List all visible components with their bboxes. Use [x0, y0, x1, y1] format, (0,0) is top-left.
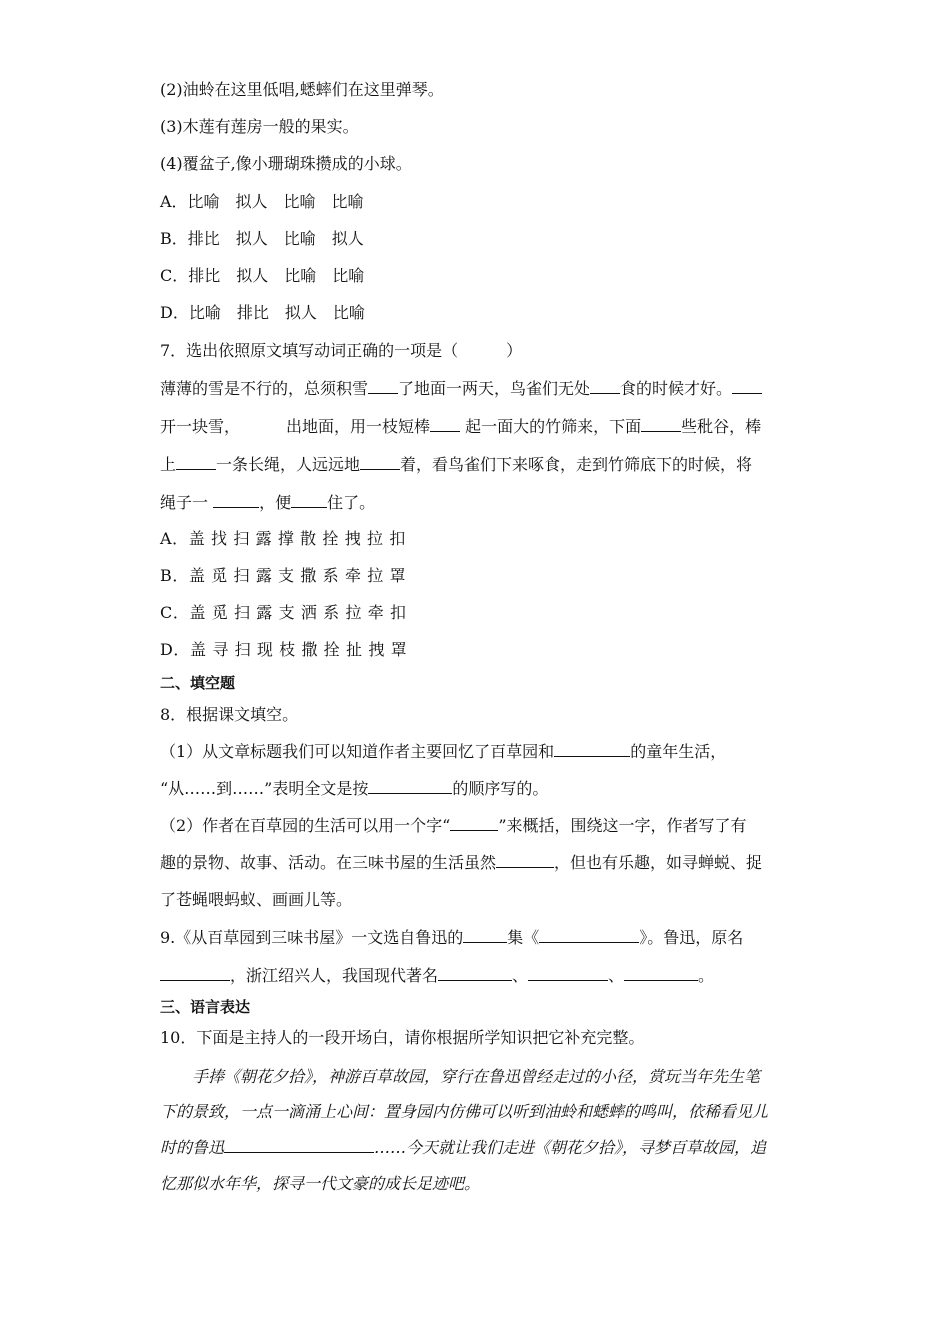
text-segment: 。 — [698, 966, 715, 985]
text-segment: （2）作者在百草园的生活可以用一个字“ — [160, 816, 451, 835]
text-segment: 、 — [512, 966, 529, 985]
text-segment: 集《 — [507, 928, 540, 947]
q6-option-b: B．排比 拟人 比喻 拟人 — [160, 229, 364, 248]
blank-line — [368, 378, 398, 394]
q7-passage-line-3 — [160, 454, 752, 476]
q10-passage-line-2: 下的景致，一点一滴涌上心间：置身园内仿佛可以听到油蛉和蟋蟀的鸣叫，依稀看见儿 — [160, 1102, 769, 1121]
text-segment: 的童年生活， — [630, 742, 727, 761]
section-heading-language: 三、语言表达 — [160, 998, 251, 1016]
q6-item-2: (2)油蛉在这里低唱,蟋蟀们在这里弹琴。 — [160, 80, 444, 99]
blank-line — [539, 927, 639, 943]
q7-passage-line-1 — [160, 378, 762, 400]
text-segment: “从……到……”表明全文是按 — [160, 779, 369, 798]
q7-option-a: A．盖 找 扫 露 撑 散 拴 拽 拉 扣 — [160, 529, 406, 548]
blank-line — [176, 454, 216, 470]
q7-passage-line-2 — [160, 416, 761, 438]
text-segment: 着，看鸟雀们下来啄食，走到竹筛底下的时候，将 — [400, 455, 753, 474]
q8-line-5: 了苍蝇喂蚂蚁、画画儿等。 — [160, 890, 353, 909]
blank-line — [368, 778, 452, 794]
blank-line — [450, 815, 498, 831]
blank-line — [732, 378, 762, 394]
blank-line — [590, 378, 620, 394]
text-segment: 些秕谷，棒 — [681, 417, 762, 436]
text-segment: 起一面大的竹筛来，下面 — [460, 417, 642, 436]
blank-line — [554, 741, 630, 757]
blank-line — [496, 852, 554, 868]
blank-line — [360, 454, 400, 470]
text-segment: 薄薄的雪是不行的，总须积雪 — [160, 379, 369, 398]
q10-passage-line-4: 忆那似水年华，探寻一代文豪的成长足迹吧。 — [160, 1174, 481, 1193]
text-segment: ……今天就让我们走进《朝花夕拾》，寻梦百草故园，追 — [374, 1138, 767, 1157]
text-segment: 上 — [160, 455, 177, 474]
q10-passage-line-1: 手捧《朝花夕拾》，神游百草故园，穿行在鲁迅曾经走过的小径，赏玩当年先生笔 — [192, 1067, 761, 1086]
q8-line-4 — [160, 852, 762, 874]
q6-item-4: (4)覆盆子,像小珊瑚珠攒成的小球。 — [160, 154, 412, 173]
q8-line-3 — [160, 815, 747, 837]
blank-line — [528, 965, 608, 981]
text-segment: 开一块雪， — [160, 417, 241, 436]
text-segment: （1）从文章标题我们可以知道作者主要回忆了百草园和 — [160, 742, 555, 761]
text-segment: 住了。 — [327, 493, 376, 512]
text-segment: 时的鲁迅 — [160, 1138, 225, 1157]
text-segment: ，但也有乐趣，如寻蝉蜕、捉 — [554, 853, 763, 872]
blank-line — [291, 492, 327, 508]
text-segment: 的顺序写的。 — [452, 779, 549, 798]
text-segment: 出地面，用一枝短棒 — [286, 417, 431, 436]
q7-option-c: C．盖 觅 扫 露 支 洒 系 拉 牵 扣 — [160, 603, 407, 622]
blank-line — [438, 965, 512, 981]
q8-stem: 8．根据课文填空。 — [160, 705, 299, 724]
blank-line — [463, 927, 507, 943]
text-segment: 趣的景物、故事、活动。在三味书屋的生活虽然 — [160, 853, 497, 872]
text-segment: 绳子一 — [160, 493, 214, 512]
q6-item-3: (3)木莲有莲房一般的果实。 — [160, 117, 359, 136]
q7-passage-line-4 — [160, 492, 375, 514]
blank-line — [641, 416, 681, 432]
text-segment: ，便 — [259, 493, 292, 512]
text-segment: 9.《从百草园到三味书屋》一文选自鲁迅的 — [160, 928, 464, 947]
text-segment: 》。鲁迅，原名 — [639, 928, 744, 947]
q6-option-d: D．比喻 排比 拟人 比喻 — [160, 303, 365, 322]
q8-line-2 — [160, 778, 548, 800]
text-segment: 了地面一两天，鸟雀们无处 — [398, 379, 591, 398]
q8-line-1 — [160, 741, 726, 763]
blank-line — [224, 1137, 374, 1153]
text-segment: ，浙江绍兴人，我国现代著名 — [230, 966, 439, 985]
blank-line — [160, 965, 230, 981]
text-segment: ”来概括，围绕这一字，作者写了有 — [498, 816, 747, 835]
section-heading-fill-blank: 二、填空题 — [160, 674, 236, 692]
q9-line-2 — [160, 965, 714, 987]
q7-option-b: B．盖 觅 扫 露 支 撒 系 牵 拉 罩 — [160, 566, 407, 585]
q6-option-a: A．比喻 拟人 比喻 比喻 — [160, 192, 364, 211]
blank-line — [213, 492, 259, 508]
q7-option-d: D．盖 寻 扫 现 枝 撒 拴 扯 拽 罩 — [160, 640, 408, 659]
text-segment: 食的时候才好。 — [620, 379, 733, 398]
q6-option-c: C．排比 拟人 比喻 比喻 — [160, 266, 365, 285]
q10-stem: 10．下面是主持人的一段开场白，请你根据所学知识把它补充完整。 — [160, 1028, 645, 1047]
text-segment: 、 — [608, 966, 625, 985]
text-segment: 一条长绳，人远远地 — [216, 455, 361, 474]
q7-stem: 7．选出依照原文填写动词正确的一项是（ ） — [160, 341, 523, 360]
blank-line — [624, 965, 698, 981]
q10-passage-line-3 — [160, 1137, 766, 1159]
blank-line — [430, 416, 460, 432]
q9-line-1 — [160, 927, 743, 949]
